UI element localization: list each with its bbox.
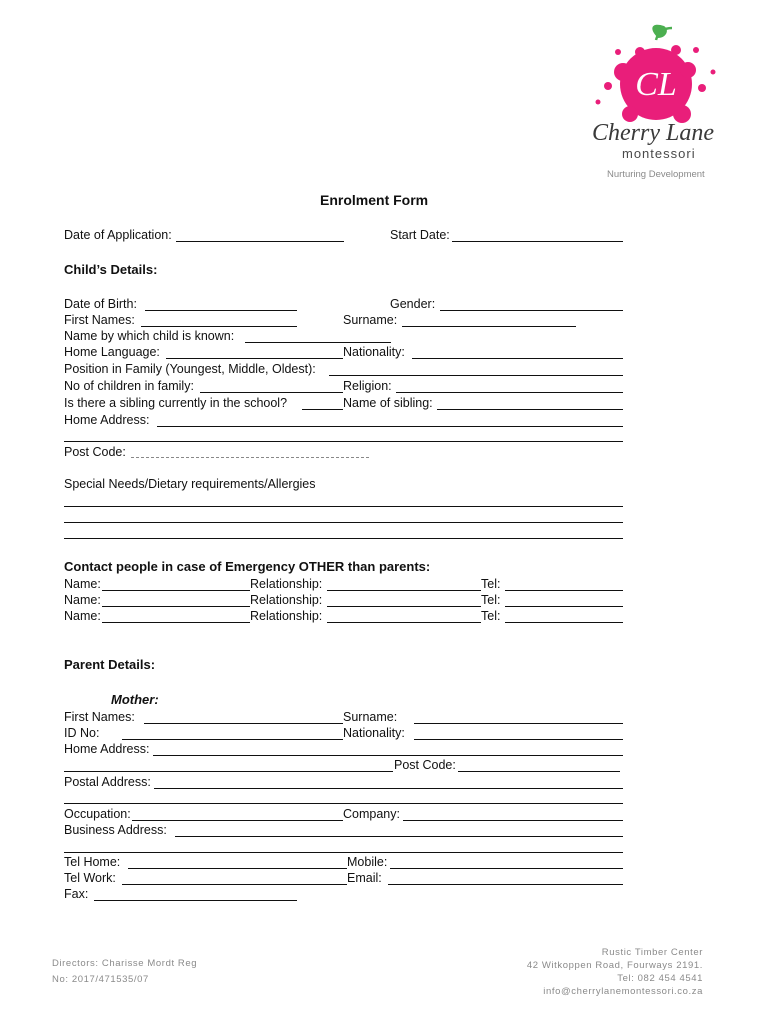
start-date-label: Start Date: xyxy=(390,228,450,242)
mother-postal-address-field[interactable] xyxy=(154,788,623,789)
mother-email-field[interactable] xyxy=(388,884,623,885)
mother-id-field[interactable] xyxy=(122,739,343,740)
emergency-tel-label: Tel: xyxy=(481,609,501,623)
emergency-name-field[interactable] xyxy=(102,606,250,607)
footer-email[interactable]: info@cherrylanemontessori.co.za xyxy=(543,986,703,997)
mother-home-address-field-2[interactable] xyxy=(64,771,393,772)
emergency-tel-field[interactable] xyxy=(505,606,623,607)
emergency-relationship-field[interactable] xyxy=(327,590,481,591)
sibling-question-label: Is there a sibling currently in the school? xyxy=(64,396,288,410)
gender-field[interactable] xyxy=(440,310,623,311)
mother-tel-work-field[interactable] xyxy=(122,884,347,885)
mother-home-address-label: Home Address: xyxy=(64,742,150,756)
religion-field[interactable] xyxy=(396,392,623,393)
mother-postal-address-field-2[interactable] xyxy=(64,803,623,804)
svg-text:CL: CL xyxy=(635,66,677,103)
known-as-field[interactable] xyxy=(245,342,391,343)
mother-tel-home-label: Tel Home: xyxy=(64,855,121,869)
emergency-name-field[interactable] xyxy=(102,590,250,591)
emergency-name-field[interactable] xyxy=(102,622,250,623)
mother-business-address-field-2[interactable] xyxy=(64,852,623,853)
mother-business-address-label: Business Address: xyxy=(64,823,167,837)
mother-surname-field[interactable] xyxy=(414,723,623,724)
start-date-field[interactable] xyxy=(452,241,623,242)
mother-first-names-field[interactable] xyxy=(144,723,343,724)
nationality-field[interactable] xyxy=(412,358,623,359)
mother-post-code-label: Post Code: xyxy=(394,758,456,772)
footer-reg-no: No: 2017/471535/07 xyxy=(52,974,149,985)
special-needs-line-1[interactable] xyxy=(64,506,623,507)
mother-occupation-field[interactable] xyxy=(132,820,343,821)
mother-mobile-field[interactable] xyxy=(390,868,623,869)
no-of-children-field[interactable] xyxy=(200,392,343,393)
emergency-tel-field[interactable] xyxy=(505,590,623,591)
emergency-relationship-field[interactable] xyxy=(327,606,481,607)
home-address-label: Home Address: xyxy=(64,413,150,427)
logo-sub: montessori xyxy=(622,146,696,161)
mother-mobile-label: Mobile: xyxy=(347,855,388,869)
home-address-field-2[interactable] xyxy=(64,441,623,442)
gender-label: Gender: xyxy=(390,297,436,311)
mother-postal-address-label: Postal Address: xyxy=(64,775,151,789)
home-address-field[interactable] xyxy=(157,426,623,427)
emergency-relationship-field[interactable] xyxy=(327,622,481,623)
mother-first-names-label: First Names: xyxy=(64,710,135,724)
name-of-sibling-label: Name of sibling: xyxy=(343,396,433,410)
surname-field[interactable] xyxy=(402,326,576,327)
emergency-name-label: Name: xyxy=(64,593,101,607)
post-code-label: Post Code: xyxy=(64,445,126,459)
logo-name: Cherry Lane xyxy=(592,120,714,146)
mother-post-code-field[interactable] xyxy=(458,771,620,772)
parent-details-heading: Parent Details: xyxy=(64,657,156,672)
position-in-family-field[interactable] xyxy=(329,375,623,376)
first-names-field[interactable] xyxy=(141,326,297,327)
form-title: Enrolment Form xyxy=(320,192,429,208)
mother-surname-label: Surname: xyxy=(343,710,398,724)
date-of-birth-field[interactable] xyxy=(145,310,297,311)
mother-fax-label: Fax: xyxy=(64,887,89,901)
logo-tagline: Nurturing Development xyxy=(607,169,705,180)
special-needs-line-2[interactable] xyxy=(64,522,623,523)
first-names-label: First Names: xyxy=(64,313,135,327)
mother-home-address-field[interactable] xyxy=(153,755,623,756)
religion-label: Religion: xyxy=(343,379,392,393)
emergency-relationship-label: Relationship: xyxy=(250,577,323,591)
nationality-label: Nationality: xyxy=(343,345,405,359)
emergency-tel-label: Tel: xyxy=(481,577,501,591)
mother-fax-field[interactable] xyxy=(94,900,297,901)
emergency-tel-label: Tel: xyxy=(481,593,501,607)
childs-details-heading: Child’s Details: xyxy=(64,262,158,277)
home-language-label: Home Language: xyxy=(64,345,160,359)
emergency-heading: Contact people in case of Emergency OTHER than parents: xyxy=(64,559,431,574)
emergency-name-label: Name: xyxy=(64,609,101,623)
known-as-label: Name by which child is known: xyxy=(64,329,235,343)
emergency-tel-field[interactable] xyxy=(505,622,623,623)
post-code-field[interactable] xyxy=(131,457,369,458)
name-of-sibling-field[interactable] xyxy=(437,409,623,410)
position-in-family-label: Position in Family (Youngest, Middle, Oldest): xyxy=(64,362,316,376)
mother-nationality-label: Nationality: xyxy=(343,726,405,740)
date-of-application-field[interactable] xyxy=(176,241,344,242)
mother-nationality-field[interactable] xyxy=(414,739,623,740)
mother-heading: Mother: xyxy=(111,692,159,707)
mother-company-label: Company: xyxy=(343,807,400,821)
sibling-question-field[interactable] xyxy=(302,409,343,410)
special-needs-label: Special Needs/Dietary requirements/Allergies xyxy=(64,477,316,491)
footer-address-street: 42 Witkoppen Road, Fourways 2191. xyxy=(526,960,703,971)
footer-tel: Tel: 082 454 4541 xyxy=(617,973,703,984)
footer-directors: Directors: Charisse Mordt Reg xyxy=(52,958,198,969)
mother-id-label: ID No: xyxy=(64,726,100,740)
emergency-name-label: Name: xyxy=(64,577,101,591)
special-needs-line-3[interactable] xyxy=(64,538,623,539)
date-of-birth-label: Date of Birth: xyxy=(64,297,137,311)
surname-label: Surname: xyxy=(343,313,398,327)
mother-business-address-field[interactable] xyxy=(175,836,623,837)
mother-email-label: Email: xyxy=(347,871,382,885)
emergency-relationship-label: Relationship: xyxy=(250,593,323,607)
mother-company-field[interactable] xyxy=(403,820,623,821)
mother-tel-work-label: Tel Work: xyxy=(64,871,116,885)
date-of-application-label: Date of Application: xyxy=(64,228,172,242)
mother-occupation-label: Occupation: xyxy=(64,807,131,821)
emergency-relationship-label: Relationship: xyxy=(250,609,323,623)
no-of-children-label: No of children in family: xyxy=(64,379,194,393)
mother-tel-home-field[interactable] xyxy=(128,868,347,869)
footer-address-name: Rustic Timber Center xyxy=(601,947,703,958)
cherry-lane-logo xyxy=(578,22,738,192)
home-language-field[interactable] xyxy=(166,358,343,359)
